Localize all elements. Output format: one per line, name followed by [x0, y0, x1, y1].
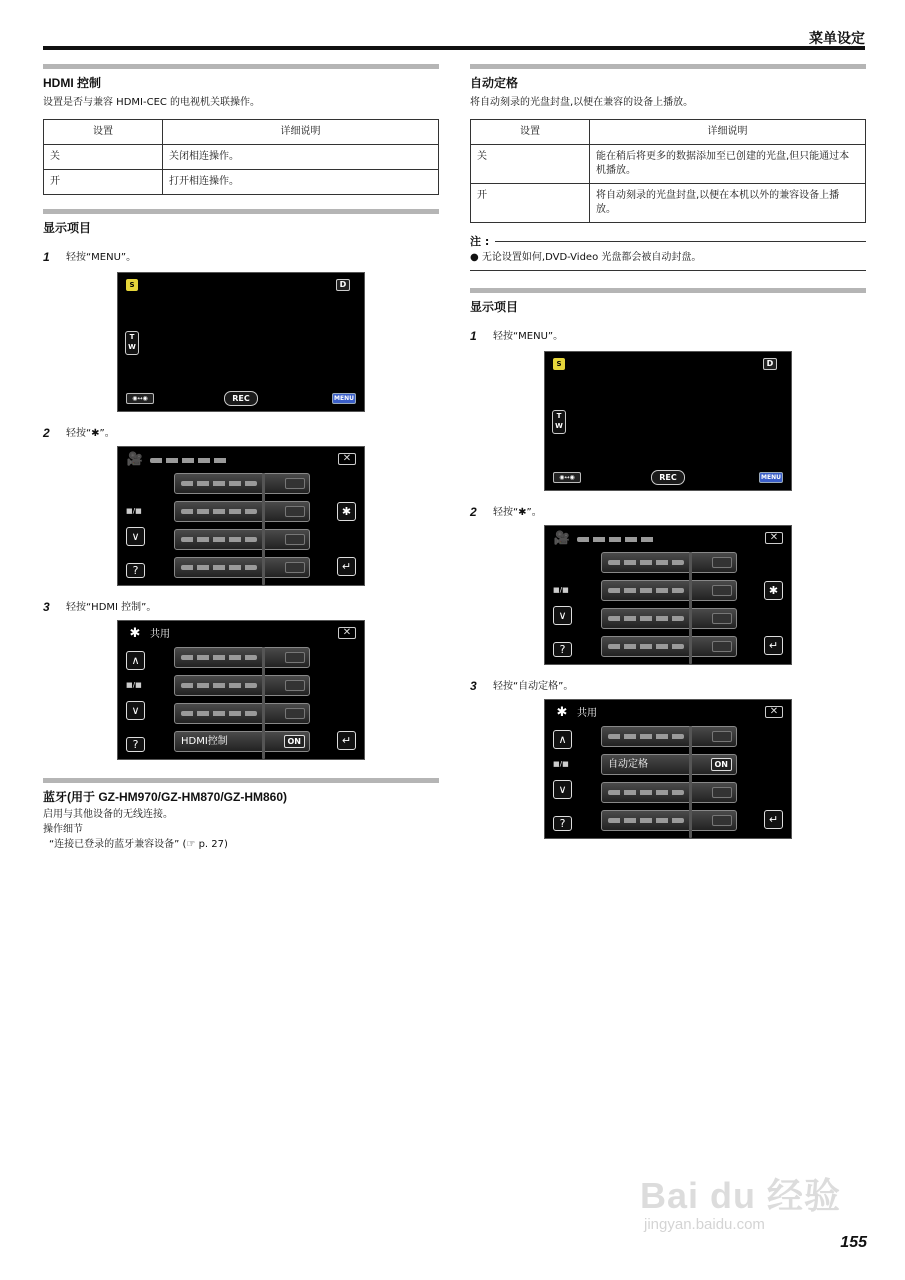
page-header — [43, 24, 865, 50]
video-camera-icon: 🎥 — [553, 531, 571, 546]
chevron-down-icon[interactable]: ∨ — [126, 701, 145, 720]
mode-icon: S — [553, 358, 565, 370]
step-3: 3 轻按“HDMI 控制”。 — [43, 600, 157, 614]
d-button[interactable]: D — [336, 279, 350, 291]
close-icon[interactable]: ✕ — [338, 627, 356, 639]
note-text: ● 无论设置如何,DVD-Video 光盘都会被自动封盘。 — [470, 249, 866, 271]
chevron-down-icon[interactable]: ∨ — [553, 606, 572, 625]
blurred-label — [150, 458, 230, 463]
page-header-title: 菜单设定 — [809, 30, 865, 46]
rec-button[interactable]: REC — [651, 470, 685, 485]
left-column — [43, 64, 439, 852]
page-indicator: ■/■ — [126, 681, 142, 689]
gear-icon: ✱ — [129, 626, 141, 641]
page-indicator: ■/■ — [126, 507, 142, 515]
close-icon[interactable]: ✕ — [765, 532, 783, 544]
gear-icon: ✱ — [556, 705, 568, 720]
bluetooth-desc: 启用与其他设备的无线连接。 — [43, 809, 173, 820]
video-camera-icon: 🎥 — [126, 452, 144, 467]
on-badge: ON — [711, 758, 733, 771]
page-number: 155 — [840, 1234, 867, 1251]
common-menu-title: 共用 — [150, 629, 170, 640]
watermark-url: jingyan.baidu.com — [644, 1216, 765, 1233]
menu-item[interactable] — [174, 647, 310, 668]
gear-icon[interactable]: ✱ — [764, 581, 783, 600]
display-items-title: 显示项目 — [470, 300, 519, 314]
camera-screen — [544, 351, 792, 491]
back-icon[interactable]: ↵ — [337, 731, 356, 750]
watermark-brand: Bai du 经验 — [640, 1175, 842, 1216]
page-indicator: ■/■ — [553, 586, 569, 594]
d-button[interactable]: D — [763, 358, 777, 370]
menu-button[interactable]: MENU — [332, 393, 356, 404]
common-menu-screen — [544, 699, 792, 839]
autofinal-table: 设置 详细说明 关 能在稍后将更多的数据添加至已创建的光盘,但只能通过本机播放。 开 将自动刻录的光盘封盘,以便在本机以外的兼容设备上播放。 — [470, 119, 866, 223]
mode-icon: S — [126, 279, 138, 291]
chevron-up-icon[interactable]: ∧ — [553, 730, 572, 749]
display-items-title: 显示项目 — [43, 221, 92, 235]
table-row: 开 将自动刻录的光盘封盘,以便在本机以外的兼容设备上播放。 — [471, 184, 866, 223]
help-icon[interactable]: ? — [553, 816, 572, 831]
playback-toggle-button[interactable]: ◉↔◉ — [553, 472, 581, 483]
chevron-down-icon[interactable]: ∨ — [553, 780, 572, 799]
playback-toggle-button[interactable]: ◉↔◉ — [126, 393, 154, 404]
menu-screen — [117, 446, 365, 586]
help-icon[interactable]: ? — [126, 737, 145, 752]
bluetooth-link[interactable]: “连接已登录的蓝牙兼容设备” (☞ p. 27) — [49, 839, 228, 850]
back-icon[interactable]: ↵ — [764, 636, 783, 655]
step-2: 2 轻按“✱”。 — [43, 426, 115, 440]
menu-item[interactable] — [601, 608, 737, 629]
help-icon[interactable]: ? — [553, 642, 572, 657]
scrollbar[interactable] — [689, 726, 692, 838]
gear-icon[interactable]: ✱ — [337, 502, 356, 521]
common-menu-title: 共用 — [577, 708, 597, 719]
menu-item[interactable] — [174, 473, 310, 494]
bluetooth-details-label: 操作细节 — [43, 824, 83, 835]
table-row: 开 打开相连操作。 — [44, 170, 439, 195]
on-badge: ON — [284, 735, 306, 748]
close-icon[interactable]: ✕ — [765, 706, 783, 718]
auto-finalize-item[interactable]: 自动定格 ON — [601, 754, 737, 775]
note — [470, 233, 866, 271]
bluetooth-title: 蓝牙(用于 GZ-HM970/GZ-HM870/GZ-HM860) — [43, 790, 288, 804]
menu-item[interactable] — [601, 580, 737, 601]
blurred-label — [577, 537, 657, 542]
menu-button[interactable]: MENU — [759, 472, 783, 483]
menu-item[interactable] — [174, 501, 310, 522]
zoom-tw-button[interactable]: T W — [552, 410, 566, 434]
menu-item[interactable] — [601, 782, 737, 803]
menu-item[interactable] — [601, 726, 737, 747]
hdmi-desc: 设置是否与兼容 HDMI-CEC 的电视机关联操作。 — [43, 97, 261, 108]
help-icon[interactable]: ? — [126, 563, 145, 578]
close-icon[interactable]: ✕ — [338, 453, 356, 465]
step-3: 3 轻按“自动定格”。 — [470, 679, 574, 693]
page-indicator: ■/■ — [553, 760, 569, 768]
autofinal-desc: 将自动刻录的光盘封盘,以便在兼容的设备上播放。 — [470, 97, 694, 108]
hdmi-title: HDMI 控制 — [43, 76, 101, 90]
menu-item[interactable] — [174, 675, 310, 696]
step-2: 2 轻按“✱”。 — [470, 505, 542, 519]
menu-item[interactable] — [174, 529, 310, 550]
step-1: 1 轻按“MENU”。 — [43, 250, 137, 264]
menu-screen — [544, 525, 792, 665]
chevron-down-icon[interactable]: ∨ — [126, 527, 145, 546]
common-menu-screen — [117, 620, 365, 760]
chevron-up-icon[interactable]: ∧ — [126, 651, 145, 670]
menu-item[interactable] — [601, 636, 737, 657]
note-label: 注 : — [470, 235, 490, 248]
zoom-tw-button[interactable]: T W — [125, 331, 139, 355]
menu-item[interactable] — [174, 557, 310, 578]
rec-button[interactable]: REC — [224, 391, 258, 406]
back-icon[interactable]: ↵ — [337, 557, 356, 576]
table-row: 关 能在稍后将更多的数据添加至已创建的光盘,但只能通过本机播放。 — [471, 145, 866, 184]
hdmi-table: 设置 详细说明 关 关闭相连操作。 开 打开相连操作。 — [43, 119, 439, 195]
scrollbar[interactable] — [689, 552, 692, 664]
scrollbar[interactable] — [262, 647, 265, 759]
camera-screen — [117, 272, 365, 412]
menu-item[interactable] — [174, 703, 310, 724]
scrollbar[interactable] — [262, 473, 265, 585]
autofinal-title: 自动定格 — [470, 76, 519, 90]
back-icon[interactable]: ↵ — [764, 810, 783, 829]
step-1: 1 轻按“MENU”。 — [470, 329, 564, 343]
hdmi-control-item[interactable]: HDMI控制 ON — [174, 731, 310, 752]
menu-item[interactable] — [601, 552, 737, 573]
right-column — [470, 64, 866, 839]
baidu-watermark — [640, 1150, 860, 1240]
table-row: 关 关闭相连操作。 — [44, 145, 439, 170]
menu-item[interactable] — [601, 810, 737, 831]
